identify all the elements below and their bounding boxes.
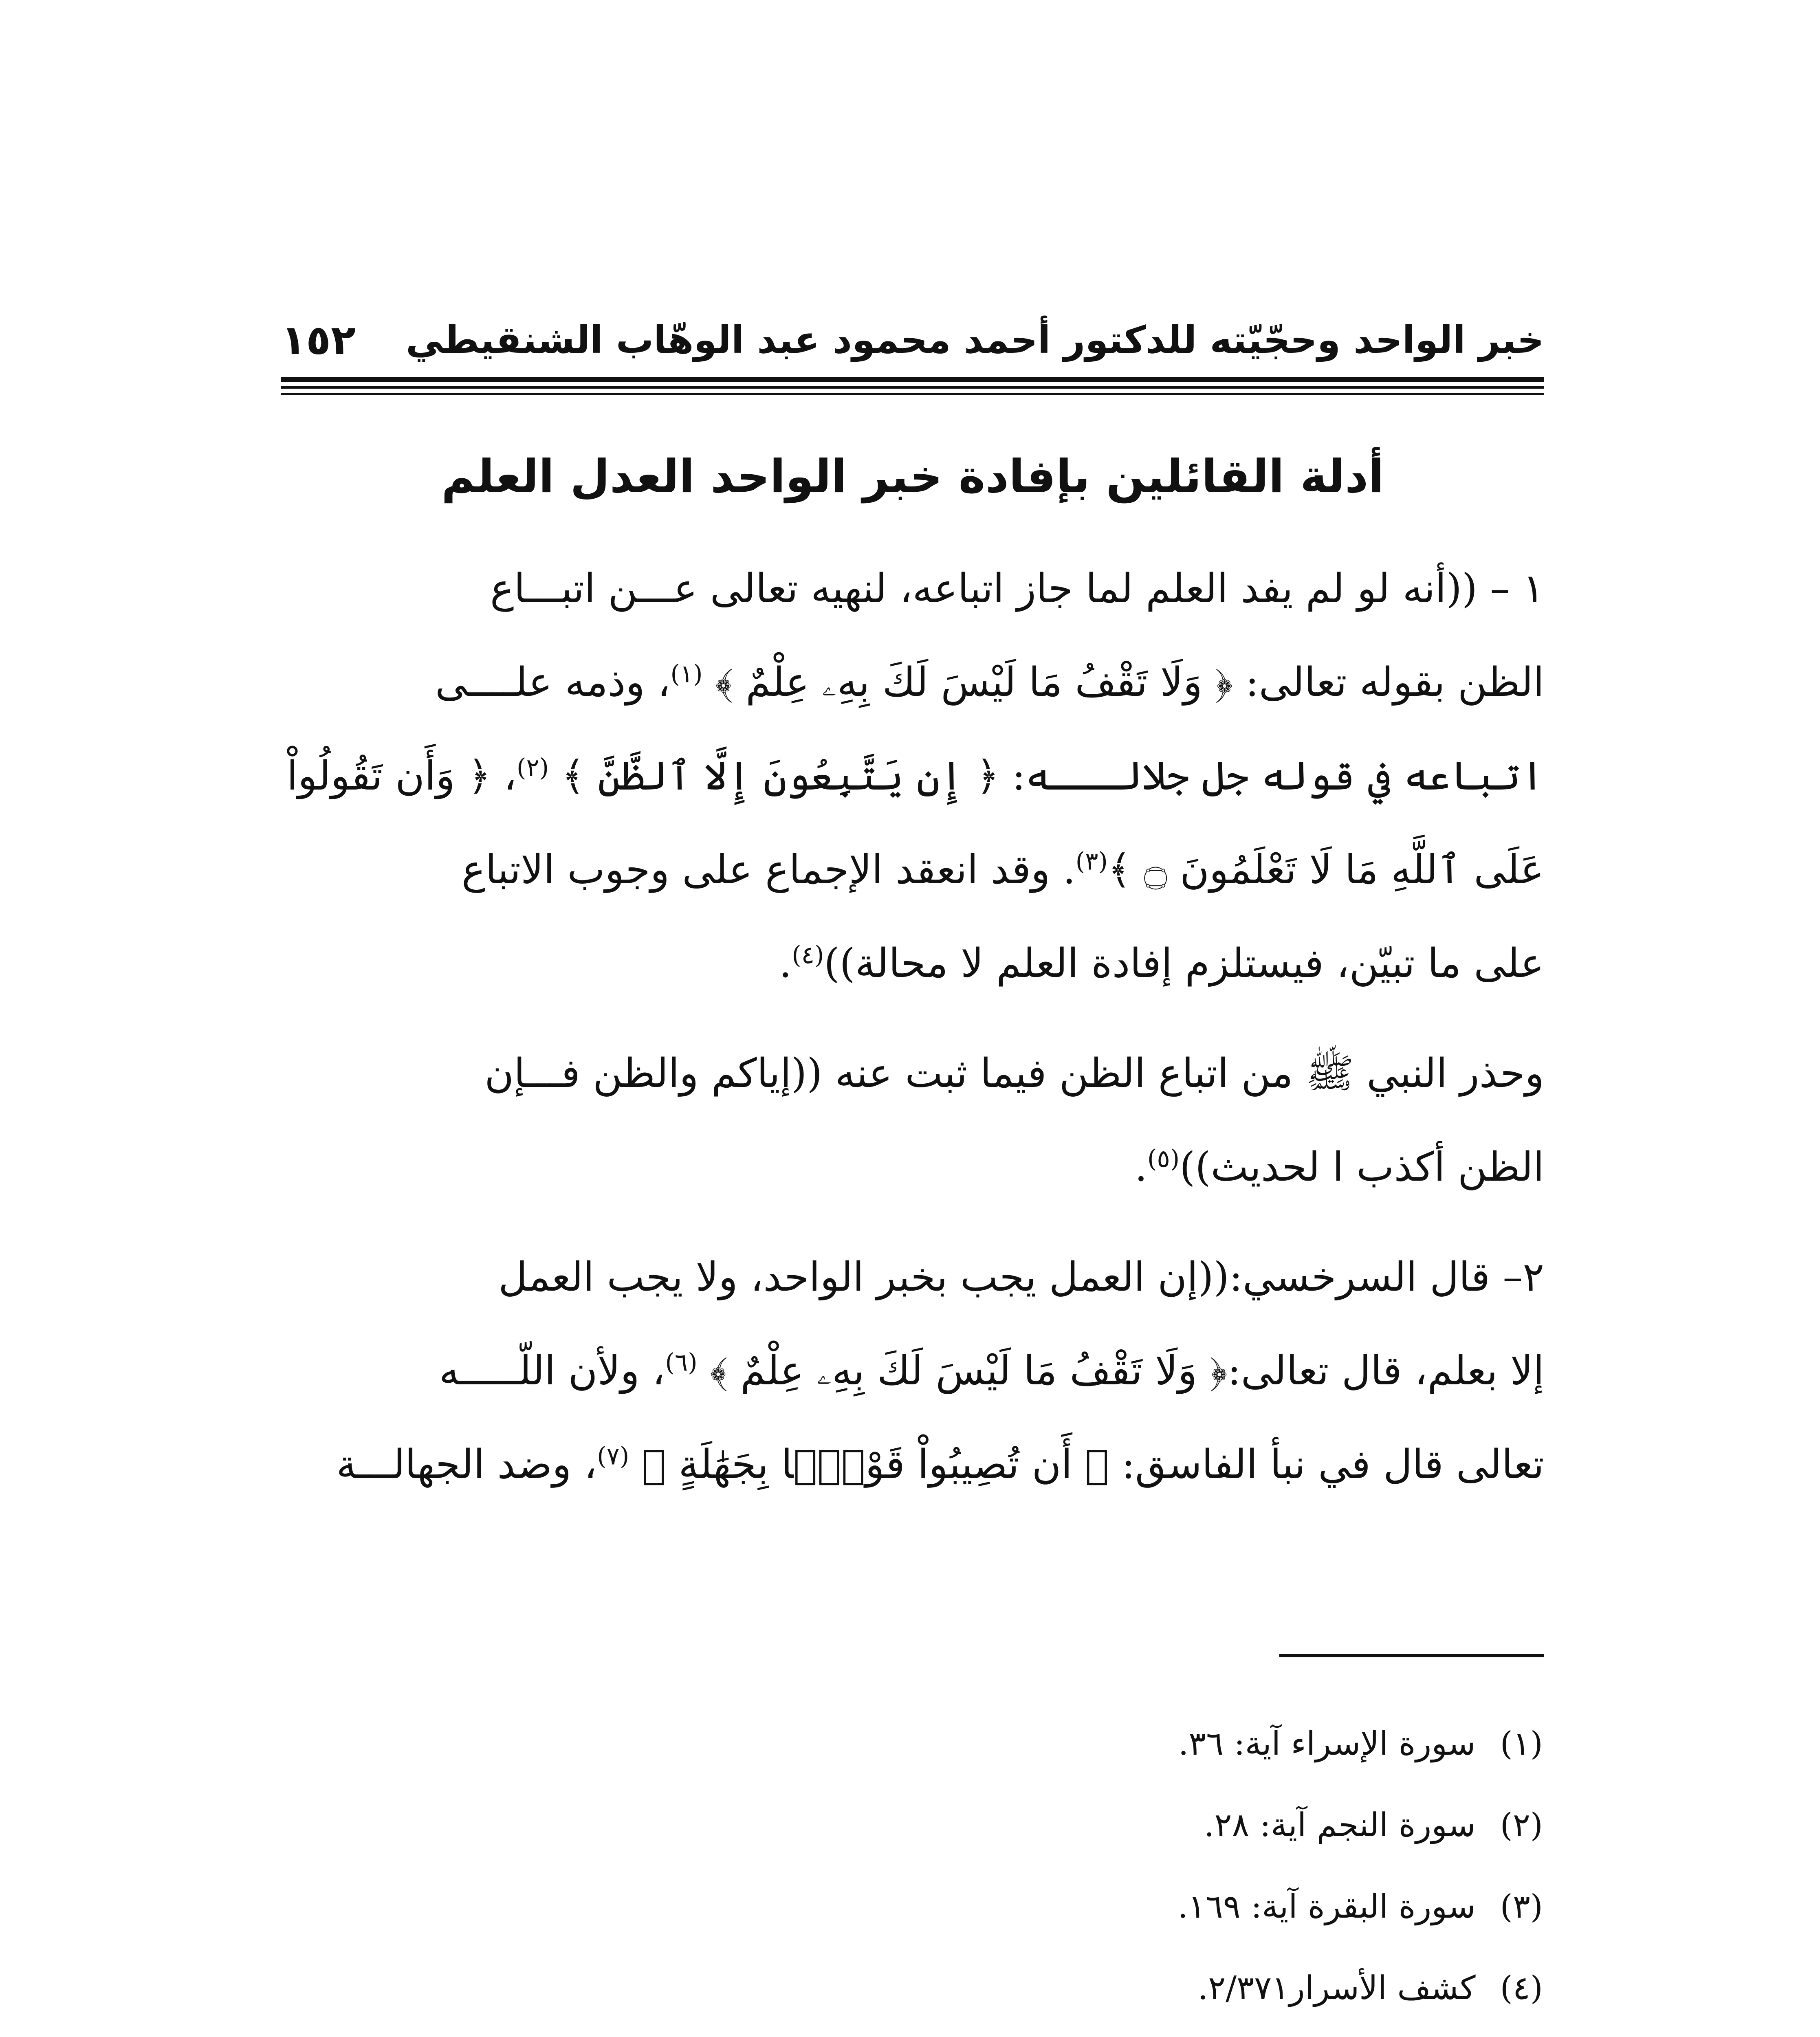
text-segment: عَلَى ٱللَّهِ مَا لَا تَعْلَمُونَ ۝ ﴾ <box>1107 847 1544 893</box>
header-rule-medium <box>281 386 1544 389</box>
text-segment: اتباعه في قوله جل جلالـــه: ﴿ إِن يَتَّبِعُونَ إِلَّا ٱلظَّنَّ ﴾ <box>549 753 1544 799</box>
text-segment: إلا بعلم، قال تعالى:﴿ وَلَا تَقْفُ مَا لَيْسَ لَكَ بِهِۦ عِلْمٌ ﴾ <box>697 1348 1544 1394</box>
footnote-text: سورة الإسراء آية: ٣٦. <box>1178 1725 1476 1762</box>
running-header <box>281 310 1544 371</box>
text-segment: ١ – ((أنه لو لم يفد العلم لما جاز اتباعه، لنهيه تعالى عـــن اتبـــاع <box>490 565 1544 612</box>
footnote-text: سورة النجم آية: ٢٨. <box>1204 1806 1476 1844</box>
body-line-6 <box>484 1027 1544 1120</box>
body-line-4 <box>462 823 1544 917</box>
footnote-number: (٤) <box>1500 1969 1543 2007</box>
text-segment: على ما تبيّن، فيستلزم إفادة العلم لا محالة)) <box>824 940 1544 987</box>
footnote-text: سورة البقرة آية: ١٦٩. <box>1177 1887 1476 1925</box>
footnote-1 <box>1178 1703 1543 1784</box>
footnote-marker: (٥) <box>1147 1144 1180 1173</box>
footnote-separator <box>1279 1654 1544 1657</box>
text-segment: تعالى قال في نبأ الفاسق: ﴿ أَن تُصِيبُواْ قَوْمًۢا بِجَهَٰلَةٍ ﴾ <box>629 1441 1544 1488</box>
text-segment: ، وذمه علــــى <box>435 659 671 706</box>
text-segment: الظن أكذب ا لحديث)) <box>1180 1144 1544 1190</box>
body-line-5 <box>779 917 1544 1010</box>
text-segment: ٢– قال السرخسي:((إن العمل يجب بخبر الواحد، ولا يجب العمل <box>498 1254 1544 1300</box>
footnote-marker: (٢) <box>517 753 549 782</box>
body-line-7 <box>1135 1120 1544 1214</box>
footnote-marker: (٦) <box>665 1348 698 1377</box>
text-segment: وحذر النبي ﷺ من اتباع الظن فيما ثبت عنه ((إياكم والظن فـــإن <box>484 1050 1544 1097</box>
header-rule-thin <box>281 393 1544 395</box>
text-segment: . <box>1134 1144 1148 1190</box>
section-heading: أدلة القائلين بإفادة خبر الواحد العدل العلم <box>441 450 1384 503</box>
footnote-text: كشف الأسرار٢/٣٧١. <box>1197 1969 1476 2007</box>
body-line-3 <box>287 729 1544 823</box>
body-line-1 <box>490 542 1544 636</box>
footnote-2 <box>1204 1784 1543 1866</box>
page-number: ١٥٢ <box>281 316 356 364</box>
book-title: خبر الواحد وحجّيّته للدكتور أحمد محمود عبد الوهّاب الشنقيطي <box>405 318 1544 362</box>
text-segment: ، ولأن اللّـــــه <box>439 1348 665 1394</box>
text-segment: ، ﴿ وَأَن تَقُولُواْ <box>286 753 517 799</box>
footnote-marker: (٧) <box>597 1442 629 1471</box>
footnote-5 <box>1018 2029 1543 2037</box>
footnote-marker: (٤) <box>792 941 824 970</box>
text-segment: . <box>779 940 792 987</box>
header-rule-thick <box>281 377 1544 382</box>
body-line-2 <box>435 636 1544 729</box>
text-segment: . وقد انعقد الإجماع على وجوب الاتباع <box>461 847 1076 893</box>
footnote-marker: (١) <box>670 660 703 689</box>
footnote-3 <box>1177 1866 1543 1947</box>
text-segment: ، وضد الجهالـــة <box>336 1441 597 1488</box>
footnote-4 <box>1198 1947 1543 2029</box>
body-line-8 <box>498 1230 1544 1324</box>
footnote-marker: (٣) <box>1075 847 1108 876</box>
text-segment: الظن بقوله تعالى: ﴿ وَلَا تَقْفُ مَا لَيْسَ لَكَ بِهِۦ عِلْمٌ ﴾ <box>702 659 1544 706</box>
body-line-9 <box>439 1324 1544 1418</box>
footnote-number: (٢) <box>1500 1806 1543 1844</box>
footnote-number: (١) <box>1500 1725 1543 1762</box>
footnote-number <box>1500 2029 1543 2037</box>
footnote-number: (٣) <box>1500 1887 1543 1925</box>
body-line-10 <box>336 1418 1544 1511</box>
